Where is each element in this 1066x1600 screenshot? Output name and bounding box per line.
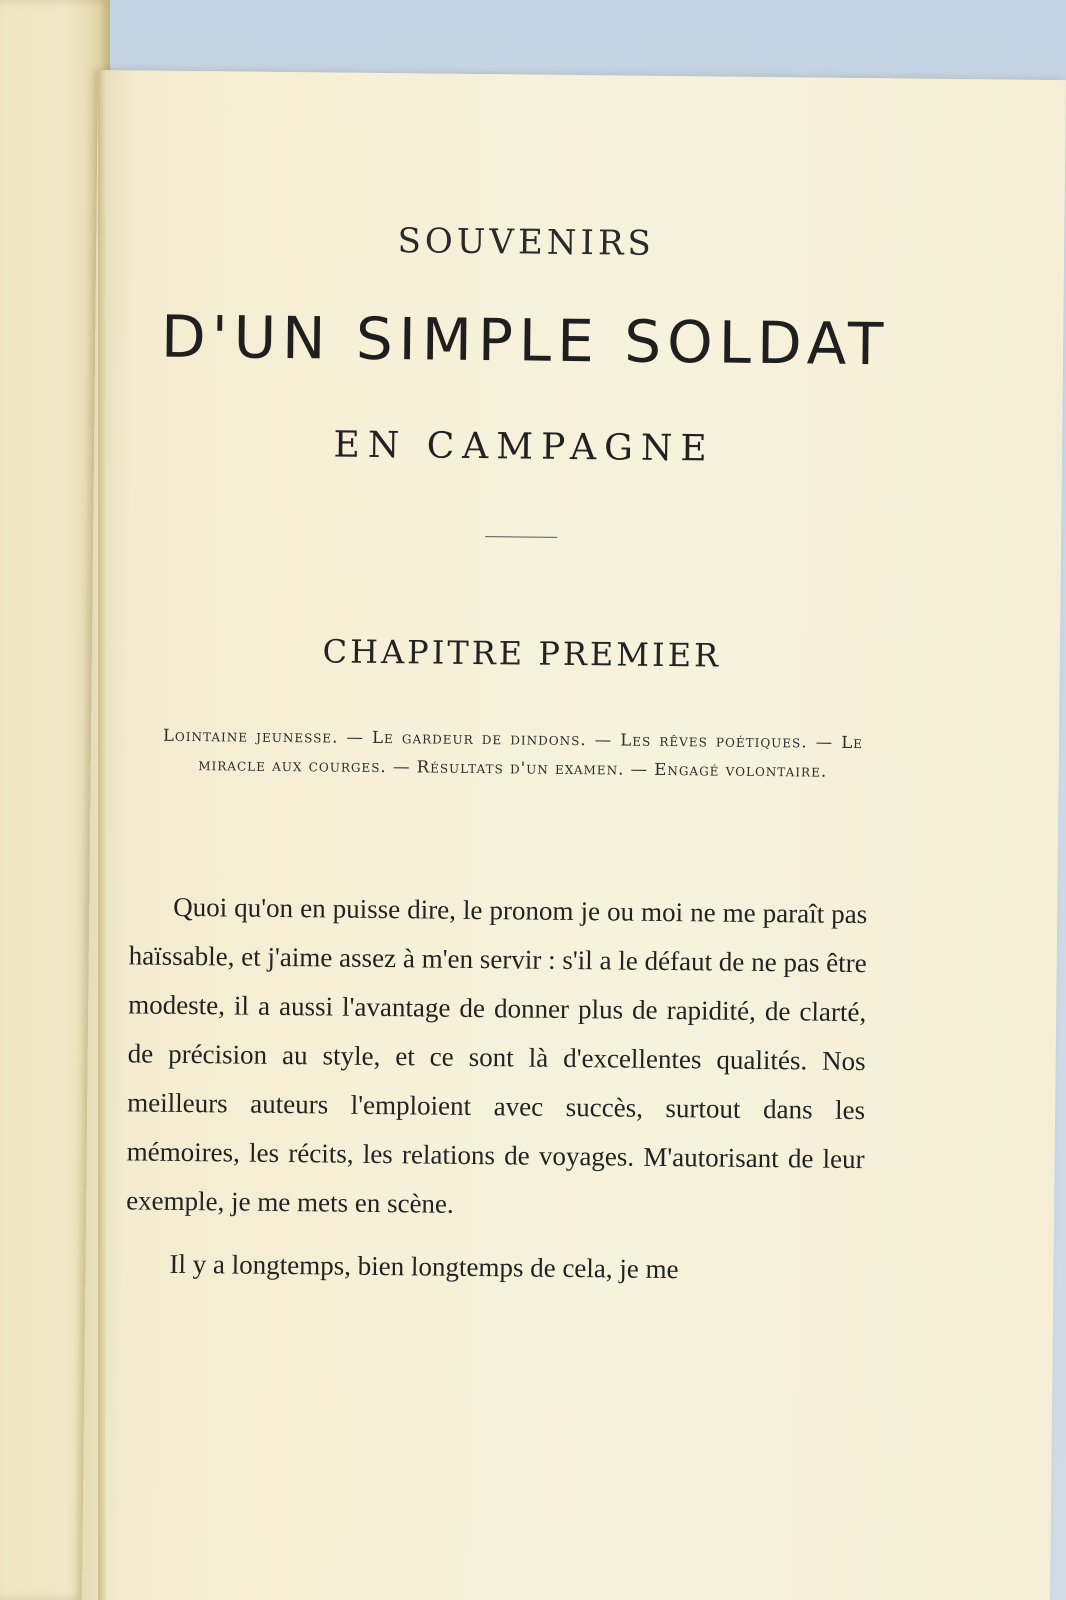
book-page: [82, 70, 1066, 1600]
page-gutter-edge: [98, 70, 106, 1600]
chapter-summary: Lointaine jeunesse. — Le gardeur de dindons. — Les rêves poétiques. — Le miracle aux courges. — Résultats d'un examen. — Engagé volontaire.: [162, 725, 864, 781]
title-divider: [485, 536, 557, 538]
title-line-2: D'UN SIMPLE SOLDAT: [160, 302, 890, 379]
title-line-1: SOUVENIRS: [397, 221, 656, 264]
body-text: [125, 882, 867, 1296]
title-line-3: EN CAMPAGNE: [333, 424, 715, 470]
paragraph-1: Quoi qu'on en puisse dire, le pronom je ou moi ne me paraît pas haïssable, et j'aime assez à m'en servir : s'il a le défaut de ne pas être modeste, il a aussi l'avantage de donner plus de rapidité, de clarté, de précision au style, et ce sont là d'excellentes qualités. Nos meilleurs auteurs l'emploient avec succès, surtout dans les mémoires, les récits, les relations de voyages. M'autorisant de leur exemple, je me mets en scène.: [126, 891, 868, 1219]
paragraph-2: Il y a longtemps, bien longtemps de cela, je me: [169, 1248, 679, 1285]
chapter-heading: CHAPITRE PREMIER: [322, 632, 722, 675]
